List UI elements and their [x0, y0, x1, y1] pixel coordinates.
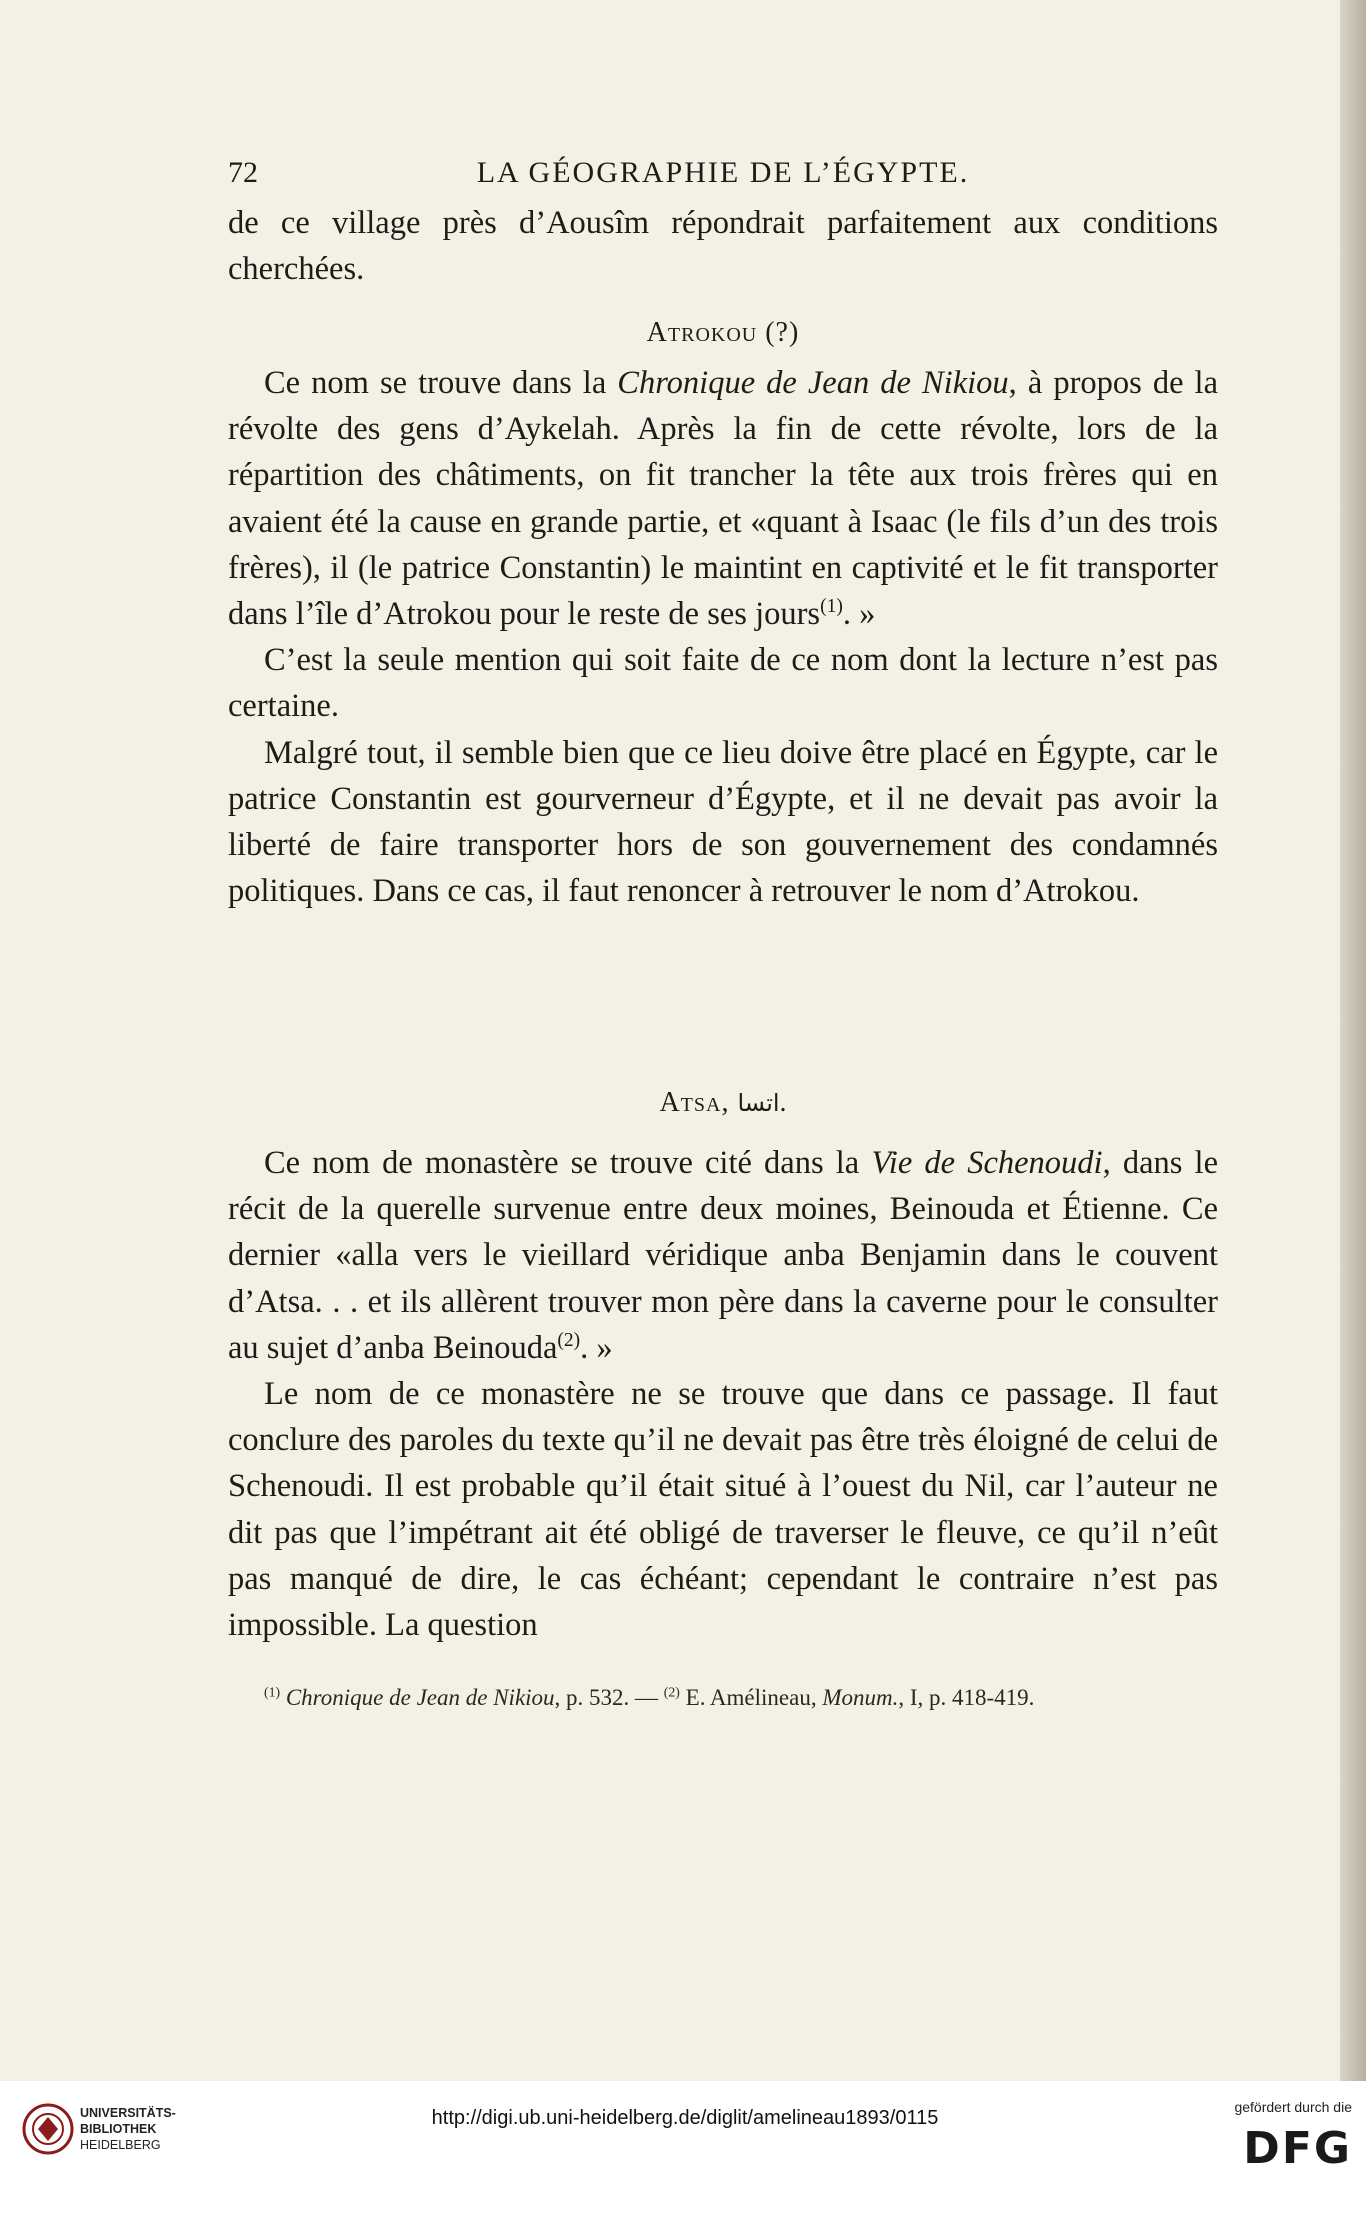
page-number: 72 [228, 156, 258, 189]
footnote-text: E. Amélineau, [679, 1685, 823, 1710]
library-line: HEIDELBERG [80, 2138, 161, 2152]
footnote-mark: (1) [264, 1684, 281, 1700]
viewer-footer [0, 2081, 1366, 2213]
paragraph-continuation [228, 200, 1218, 292]
footnote-title: Monum. [822, 1685, 899, 1710]
university-seal-icon [22, 2103, 74, 2155]
italic-title: Chronique de Jean de Nikiou [617, 365, 1009, 401]
running-header [228, 150, 1218, 196]
permalink-url[interactable]: http://digi.ub.uni-heidelberg.de/diglit/amelineau1893/0115 [431, 2107, 939, 2129]
running-title: LA GÉOGRAPHIE DE L’ÉGYPTE. [476, 156, 970, 189]
text-run: . » [580, 1329, 613, 1366]
dfg-logo: DFG [1243, 2123, 1352, 2174]
text-run: Ce nom de monastère se trouve cité dans la [264, 1145, 872, 1181]
library-line: UNIVERSITÄTS- [80, 2106, 176, 2120]
footnote-text: , I, p. 418-419. [898, 1685, 1035, 1710]
page-edge-shadow [1340, 0, 1366, 2081]
paragraph: Malgré tout, il semble bien que ce lieu doive être placé en Égypte, car le patrice Constantin est gourverneur d’Égypte, et il ne devait pas avoir la liberté de faire transporter hors de son gouvernement des condamnés politiques. Dans ce cas, il faut renoncer à retrouver le nom d’Atrokou. [228, 734, 1218, 910]
paragraph [228, 1140, 1218, 1371]
footnote-text: , p. 532. — [554, 1685, 664, 1710]
arabic-name: اتسا [737, 1089, 780, 1117]
section-heading-atrokou: Atrokou (?) [646, 317, 800, 348]
italic-title: Vie de Schenoudi [871, 1145, 1103, 1181]
paragraph: de ce village près d’Aousîm répondrait parfaitement aux conditions cherchées. [228, 205, 1218, 288]
footnote-ref: (1) [820, 596, 843, 618]
library-line: BIBLIOTHEK [80, 2122, 157, 2136]
paragraph: C’est la seule mention qui soit faite de ce nom dont la lecture n’est pas certaine. [228, 642, 1218, 725]
section-punct: . [779, 1087, 787, 1118]
footnote-mark: (2) [663, 1684, 680, 1700]
text-run: , dans le récit de la querelle survenue entre deux moines, Beinouda et Étienne. Ce dernier «alla vers le vieillard véridique anba Benjamin dans le couvent d’Atsa. . . et ils allèrent trouver mon père dans la caverne pour le consulter au sujet d’anba Beinouda [228, 1145, 1218, 1366]
section-title: Atsa, [659, 1087, 738, 1118]
footnotes [228, 1680, 1218, 1715]
section-heading-atsa [228, 1080, 1218, 1126]
text-run: Ce nom se trouve dans la [264, 365, 618, 401]
text-run: , à propos de la révolte des gens d’Aykelah. Après la fin de cette révolte, lors de la répartition des châtiments, on fit trancher la tête aux trois frères qui en avaient été la cause en grande partie, et «quant à Isaac (le fils d’un des trois frères), il (le patrice Constantin) le maintint en captivité et le fit transporter dans l’île d’Atrokou pour le reste de ses jours [228, 365, 1219, 633]
text-block-atsa [228, 1140, 1218, 1648]
footnote-title: Chronique de Jean de Nikiou [285, 1685, 555, 1710]
funding-label: gefördert durch die [1234, 2099, 1352, 2115]
text-run: . » [842, 596, 876, 633]
paragraph: Le nom de ce monastère ne se trouve que dans ce passage. Il faut conclure des paroles du texte qu’il ne devait pas être très éloigné de celui de Schenoudi. Il est probable qu’il était situé à l’ouest du Nil, car l’auteur ne dit pas que l’impétrant ait été obligé de traverser le fleuve, ce qu’il n’eût pas manqué de dire, le cas échéant; cependant le contraire n’est pas impossible. La question [228, 1376, 1218, 1644]
paragraph [228, 360, 1218, 637]
text-block-atrokou [228, 360, 1218, 914]
footnote-ref: (2) [557, 1329, 581, 1351]
library-name [80, 2105, 176, 2153]
